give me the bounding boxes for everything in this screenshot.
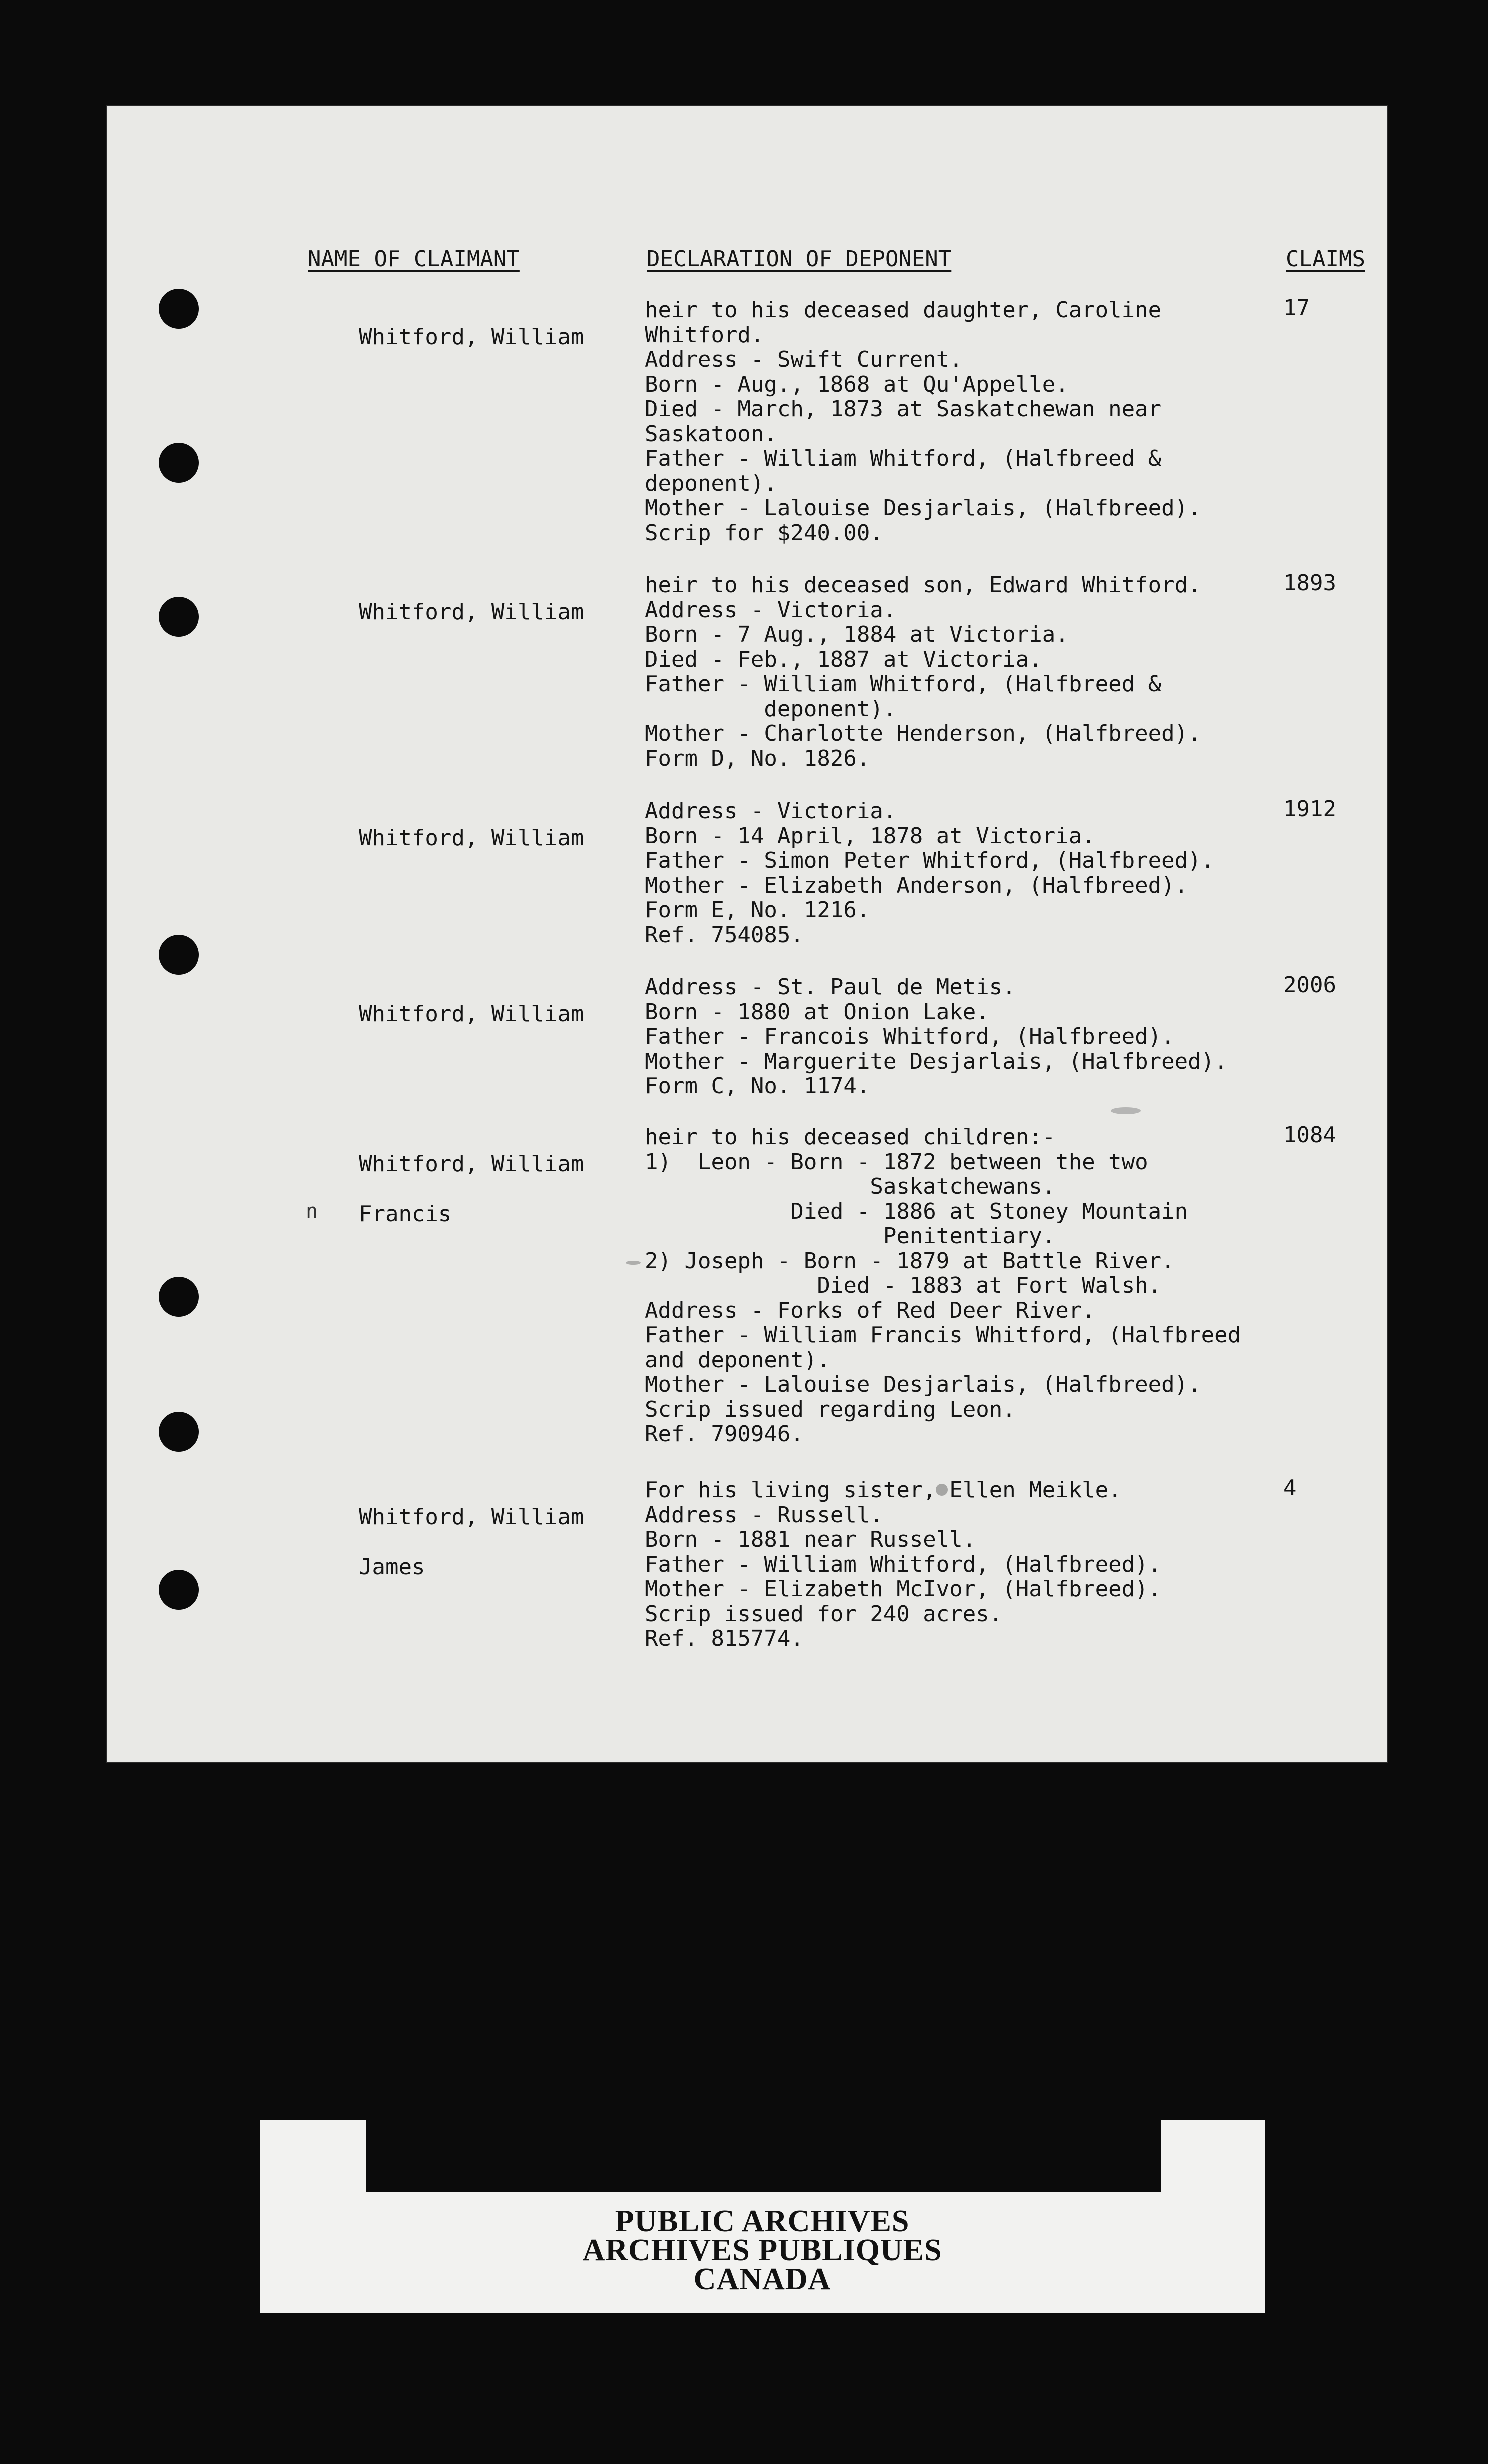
claimant-name: Whitford, William <box>358 1152 584 1177</box>
punch-hole <box>159 597 199 637</box>
declaration-line: Ref. 754085. <box>645 922 804 948</box>
entry-5-claim: 1084 <box>1284 1122 1336 1148</box>
handwritten-mark: n <box>306 1200 318 1223</box>
entry-2-claimant <box>306 575 586 650</box>
punch-hole <box>159 1570 199 1610</box>
declaration-line: Whitford. <box>645 322 764 348</box>
claimant-name: Whitford, William <box>358 600 584 625</box>
header-declaration: DECLARATION OF DEPONENT <box>647 246 952 272</box>
declaration-line: Father - William Whitford, (Halfbreed & <box>645 446 1162 472</box>
claimant-name: Whitford, William <box>358 826 584 851</box>
declaration-line: Ref. 815774. <box>645 1626 804 1652</box>
entry-6-declaration <box>645 1478 1345 1652</box>
declaration-line: Address - Victoria. <box>645 798 897 824</box>
punch-hole <box>159 935 199 975</box>
document-page <box>106 105 1388 1763</box>
entry-6-claimant <box>306 1480 586 1605</box>
entry-2-claim: 1893 <box>1284 570 1336 596</box>
declaration-line: Scrip for $240.00. <box>645 520 884 546</box>
declaration-line: Father - William Whitford, (Halfbreed & <box>645 672 1162 697</box>
declaration-line: Mother - Elizabeth Anderson, (Halfbreed). <box>645 872 1188 898</box>
declaration-line: Died - 1883 at Fort Walsh. <box>645 1273 1162 1298</box>
header-claimant: NAME OF CLAIMANT <box>308 246 520 272</box>
declaration-line: Father - William Whitford, (Halfbreed). <box>645 1552 1162 1578</box>
declaration-line: Died - 1886 at Stoney Mountain <box>645 1198 1188 1224</box>
claimant-name: James <box>358 1554 426 1580</box>
declaration-line: Address - Forks of Red Deer River. <box>645 1298 1096 1324</box>
declaration-line: and deponent). <box>645 1347 830 1373</box>
declaration-line: Address - Victoria. <box>645 597 897 623</box>
declaration-line: Died - Feb., 1887 at Victoria. <box>645 646 1042 672</box>
declaration-line: Father - William Francis Whitford, (Halfbreed <box>645 1322 1242 1348</box>
scan-speck <box>1111 1108 1141 1114</box>
declaration-line: 2) Joseph - Born - 1879 at Battle River. <box>645 1248 1175 1274</box>
claimant-name: Whitford, William <box>358 1504 584 1530</box>
declaration-line: Mother - Elizabeth McIvor, (Halfbreed). <box>645 1576 1162 1602</box>
punch-hole <box>159 1277 199 1317</box>
punch-hole <box>159 1412 199 1452</box>
declaration-line: Saskatchewans. <box>645 1174 1056 1200</box>
entry-1-claim: 17 <box>1284 296 1310 321</box>
declaration-line: Born - Aug., 1868 at Qu'Appelle. <box>645 372 1069 398</box>
declaration-line: Mother - Marguerite Desjarlais, (Halfbreed). <box>645 1048 1228 1074</box>
entry-4-declaration <box>645 972 1345 1099</box>
declaration-line: Mother - Charlotte Henderson, (Halfbreed). <box>645 721 1202 746</box>
declaration-line: Born - 7 Aug., 1884 at Victoria. <box>645 622 1069 648</box>
declaration-line: 1) Leon - Born - 1872 between the two <box>645 1149 1148 1175</box>
entry-6-claim: 4 <box>1284 1476 1297 1501</box>
declaration-line: heir to his deceased son, Edward Whitford. <box>645 572 1202 598</box>
declaration-line: Mother - Lalouise Desjarlais, (Halfbreed). <box>645 1372 1202 1398</box>
claimant-name: Whitford, William <box>358 324 584 350</box>
stamp-notch <box>366 2120 1161 2192</box>
declaration-line: Penitentiary. <box>645 1224 1056 1249</box>
entry-3-claimant <box>306 801 586 876</box>
entry-1-declaration <box>645 298 1345 546</box>
punch-hole <box>159 289 199 329</box>
entry-4-claimant <box>306 977 586 1052</box>
scan-speck <box>936 1484 948 1496</box>
stamp-line: CANADA <box>694 2262 832 2296</box>
punch-hole <box>159 443 199 483</box>
declaration-line: Address - Russell. <box>645 1502 884 1528</box>
declaration-line: Born - 1881 near Russell. <box>645 1527 976 1552</box>
claimant-name: Francis <box>358 1202 452 1227</box>
claimant-name: Whitford, William <box>358 1002 584 1027</box>
entry-3-claim: 1912 <box>1284 796 1336 822</box>
declaration-line: deponent). <box>645 470 778 496</box>
declaration-line: Scrip issued for 240 acres. <box>645 1601 1003 1627</box>
stamp-line: PUBLIC ARCHIVES <box>615 2204 910 2238</box>
declaration-line: heir to his deceased daughter, Caroline <box>645 298 1162 323</box>
scan-speck <box>626 1261 641 1265</box>
declaration-line: deponent). <box>645 696 897 722</box>
declaration-line: Form E, No. 1216. <box>645 898 870 923</box>
declaration-line: Form C, No. 1174. <box>645 1074 870 1099</box>
declaration-line: Father - Francois Whitford, (Halfbreed). <box>645 1024 1175 1050</box>
declaration-line: Mother - Lalouise Desjarlais, (Halfbreed). <box>645 496 1202 521</box>
declaration-line: Died - March, 1873 at Saskatchewan near <box>645 396 1162 422</box>
declaration-line: Born - 1880 at Onion Lake. <box>645 999 990 1025</box>
entry-1-claimant <box>306 300 586 375</box>
entry-3-declaration <box>645 796 1345 948</box>
stamp-text <box>260 2204 1265 2296</box>
declaration-line: Form D, No. 1826. <box>645 746 870 772</box>
declaration-line: For his living sister, Ellen Meikle. <box>645 1478 1122 1503</box>
entry-4-claim: 2006 <box>1284 972 1336 998</box>
declaration-line: Address - St. Paul de Metis. <box>645 974 1016 1000</box>
entry-5-declaration <box>645 1122 1345 1447</box>
declaration-line: Scrip issued regarding Leon. <box>645 1396 1016 1422</box>
declaration-line: heir to his deceased children:- <box>645 1124 1056 1150</box>
entry-2-declaration <box>645 570 1345 772</box>
declaration-line: Ref. 790946. <box>645 1422 804 1447</box>
declaration-line: Born - 14 April, 1878 at Victoria. <box>645 823 1096 849</box>
entry-5-claimant <box>306 1127 586 1252</box>
archives-stamp <box>260 2120 1265 2313</box>
declaration-line: Address - Swift Current. <box>645 347 963 372</box>
declaration-line: Father - Simon Peter Whitford, (Halfbreed). <box>645 848 1215 874</box>
declaration-line: Saskatoon. <box>645 421 778 447</box>
stamp-line: ARCHIVES PUBLIQUES <box>582 2234 942 2268</box>
header-claims: CLAIMS <box>1286 246 1366 272</box>
